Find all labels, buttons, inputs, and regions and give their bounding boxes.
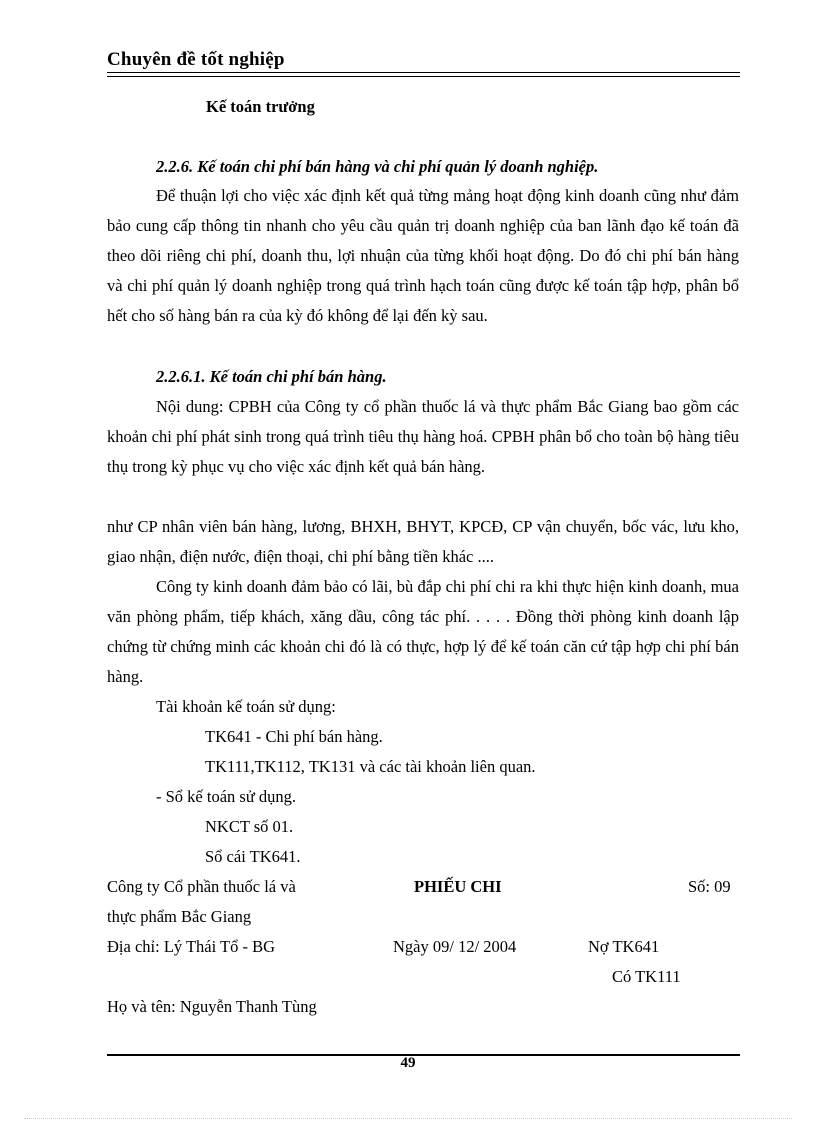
book-item: Sổ cái TK641. [205,847,301,866]
content-paragraph [107,392,739,482]
section-226-paragraph-text: Để thuận lợi cho việc xác định kết quả từng mảng hoạt động kinh doanh cũng như đảm bảo cung cấp thông tin nhanh cho yêu cầu quản trị doanh nghiệp của ban lãnh đạo kế toán đã theo dõi riêng chi phí, doanh thu, lợi nhuận của từng khối hoạt động. Do đó chi phí bán hàng và chi phí quản lý doanh nghiệp trong quá trình hạch toán cũng được kế toán tập hợp, phân bổ hết cho số hàng bán ra của kỳ đó không để lại đến kỳ sau. [107,186,739,325]
section-226-heading: 2.2.6. Kế toán chi phí bán hàng và chi phí quản lý doanh nghiệp. [156,157,599,176]
page-number: 49 [400,1055,416,1071]
cost-items-paragraph [107,512,739,572]
book-item: NKCT số 01. [205,817,294,836]
account-item: TK641 - Chi phí bán hàng. [205,727,383,746]
header-rule-thick [107,72,740,73]
voucher-date: Ngày 09/ 12/ 2004 [393,937,517,956]
voucher-recipient: Họ và tên: Nguyễn Thanh Tùng [107,997,317,1016]
company-business-paragraph [107,572,739,692]
content-paragraph-text: Nội dung: CPBH của Công ty cổ phần thuốc lá và thực phẩm Bắc Giang bao gồm các khoản chi phí phát sinh trong quá trình tiêu thụ hàng hoá. CPBH phân bổ cho toàn bộ hàng tiêu thụ trong kỳ phục vụ cho việc xác định kết quả bán hàng. [107,397,739,476]
cost-items-paragraph-text: như CP nhân viên bán hàng, lương, BHXH, BHYT, KPCĐ, CP vận chuyển, bốc vác, lưu kho, giao nhận, điện nước, điện thoại, chi phí bằng tiền khác .... [107,517,739,566]
page-edge-divider [24,1118,792,1119]
voucher-address: Địa chỉ: Lý Thái Tổ - BG [107,937,276,956]
voucher-debit-account: Nợ TK641 [588,937,660,956]
section-2261-heading: 2.2.6.1. Kế toán chi phí bán hàng. [156,367,387,386]
books-intro: - Sổ kế toán sử dụng. [156,787,297,806]
accounts-intro: Tài khoản kế toán sử dụng: [156,697,336,716]
header-rule-thin [107,76,740,77]
voucher-credit-account: Có TK111 [612,967,681,986]
account-item: TK111,TK112, TK131 và các tài khoản liên quan. [205,757,536,776]
voucher-company-line-1: Công ty Cổ phần thuốc lá và [107,877,296,896]
voucher-number: Số: 09 [688,877,731,896]
voucher-title: PHIẾU CHI [414,877,502,896]
voucher-company-line-2: thực phẩm Bắc Giang [107,907,252,926]
section-226-paragraph [107,181,739,331]
chief-accountant-label: Kế toán trưởng [206,97,315,116]
header-title: Chuyên đề tốt nghiệp [107,49,285,70]
company-business-paragraph-text: Công ty kinh doanh đảm bảo có lãi, bù đắp chi phí chi ra khi thực hiện kinh doanh, mua văn phòng phẩm, tiếp khách, xăng dầu, công tác phí. . . . . Đồng thời phòng kinh doanh lập chứng từ chứng minh các khoản chi đó là có thực, hợp lý để kế toán căn cứ tập hợp chi phí bán hàng. [107,577,739,686]
